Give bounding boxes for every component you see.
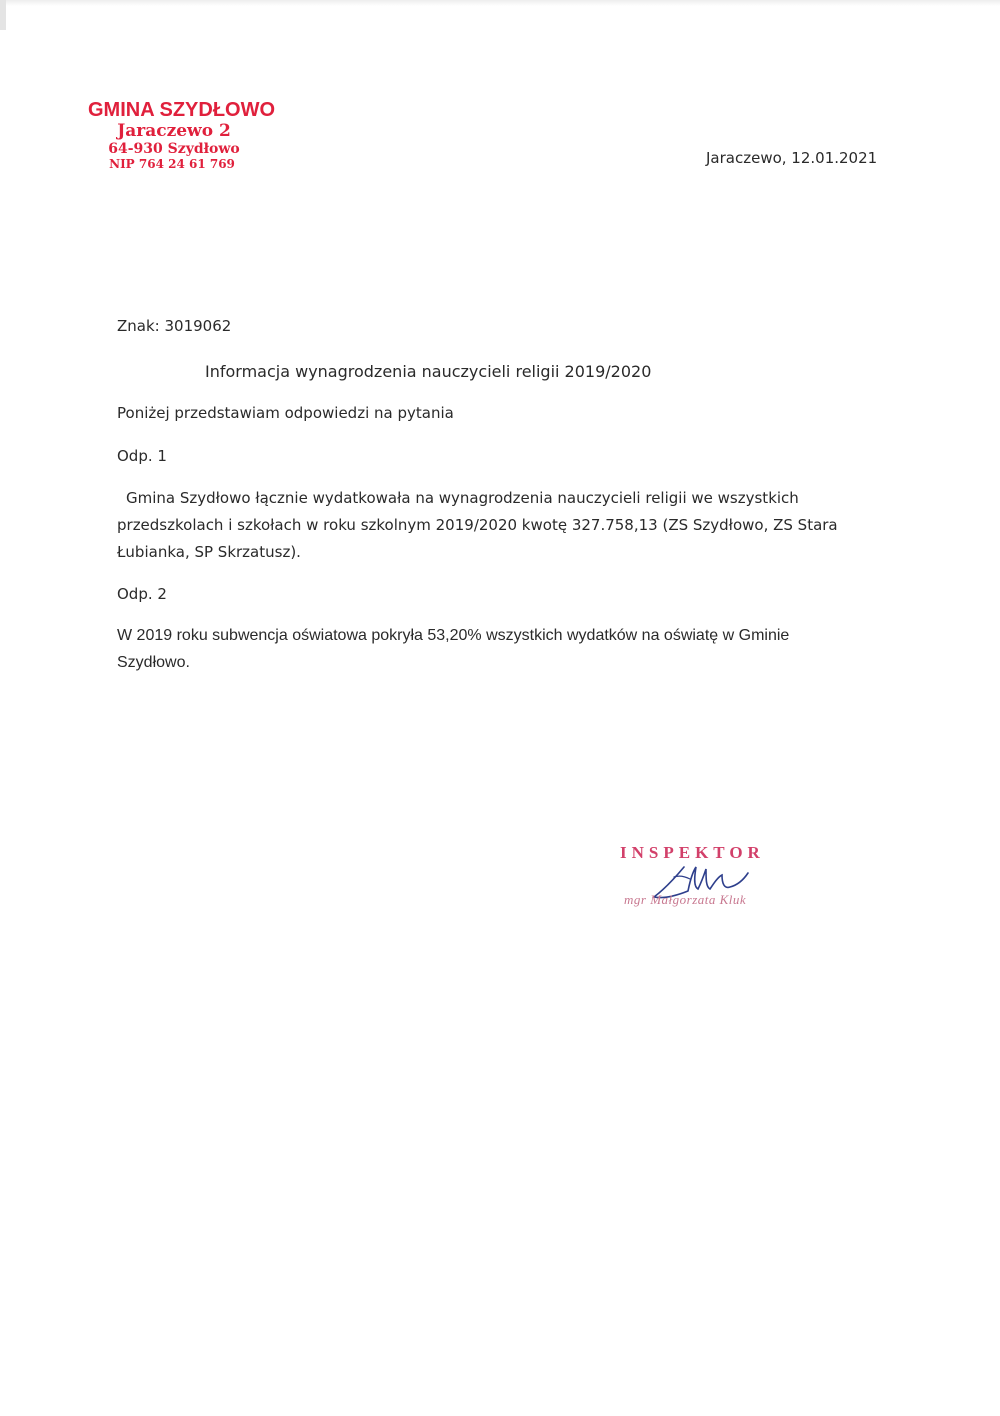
- answer-1-label: Odp. 1: [117, 447, 167, 465]
- document-subject: Informacja wynagrodzenia nauczycieli religii 2019/2020: [205, 362, 652, 381]
- office-stamp: [88, 98, 308, 172]
- answer-1-line-1: Gmina Szydłowo łącznie wydatkowała na wynagrodzenia nauczycieli religii we wszystkich: [126, 489, 799, 507]
- signature-title: INSPEKTOR: [620, 843, 765, 862]
- answer-2-line-2: Szydłowo.: [117, 654, 190, 671]
- signature-stamp: [620, 843, 800, 923]
- answer-2-label: Odp. 2: [117, 585, 167, 603]
- stamp-street: Jaraczewo 2: [117, 121, 231, 141]
- answer-1-line-3: Łubianka, SP Skrzatusz).: [117, 543, 301, 561]
- scan-edge-top: [0, 0, 1000, 6]
- answer-2-line-1: W 2019 roku subwencja oświatowa pokryła 53,20% wszystkich wydatków na oświatę w Gminie: [117, 627, 790, 644]
- stamp-nip: NIP 764 24 61 769: [109, 157, 235, 171]
- reference-number: Znak: 3019062: [117, 317, 232, 335]
- stamp-city: 64-930 Szydłowo: [108, 141, 240, 157]
- signature-name: mgr Małgorzata Kluk: [624, 892, 747, 907]
- intro-text: Poniżej przedstawiam odpowiedzi na pytania: [117, 404, 454, 422]
- scan-edge-left: [0, 0, 6, 30]
- place-date: Jaraczewo, 12.01.2021: [706, 149, 878, 167]
- answer-1-line-2: przedszkolach i szkołach w roku szkolnym 2019/2020 kwotę 327.758,13 (ZS Szydłowo, ZS Stara: [117, 516, 838, 534]
- stamp-name: GMINA SZYDŁOWO: [88, 99, 276, 121]
